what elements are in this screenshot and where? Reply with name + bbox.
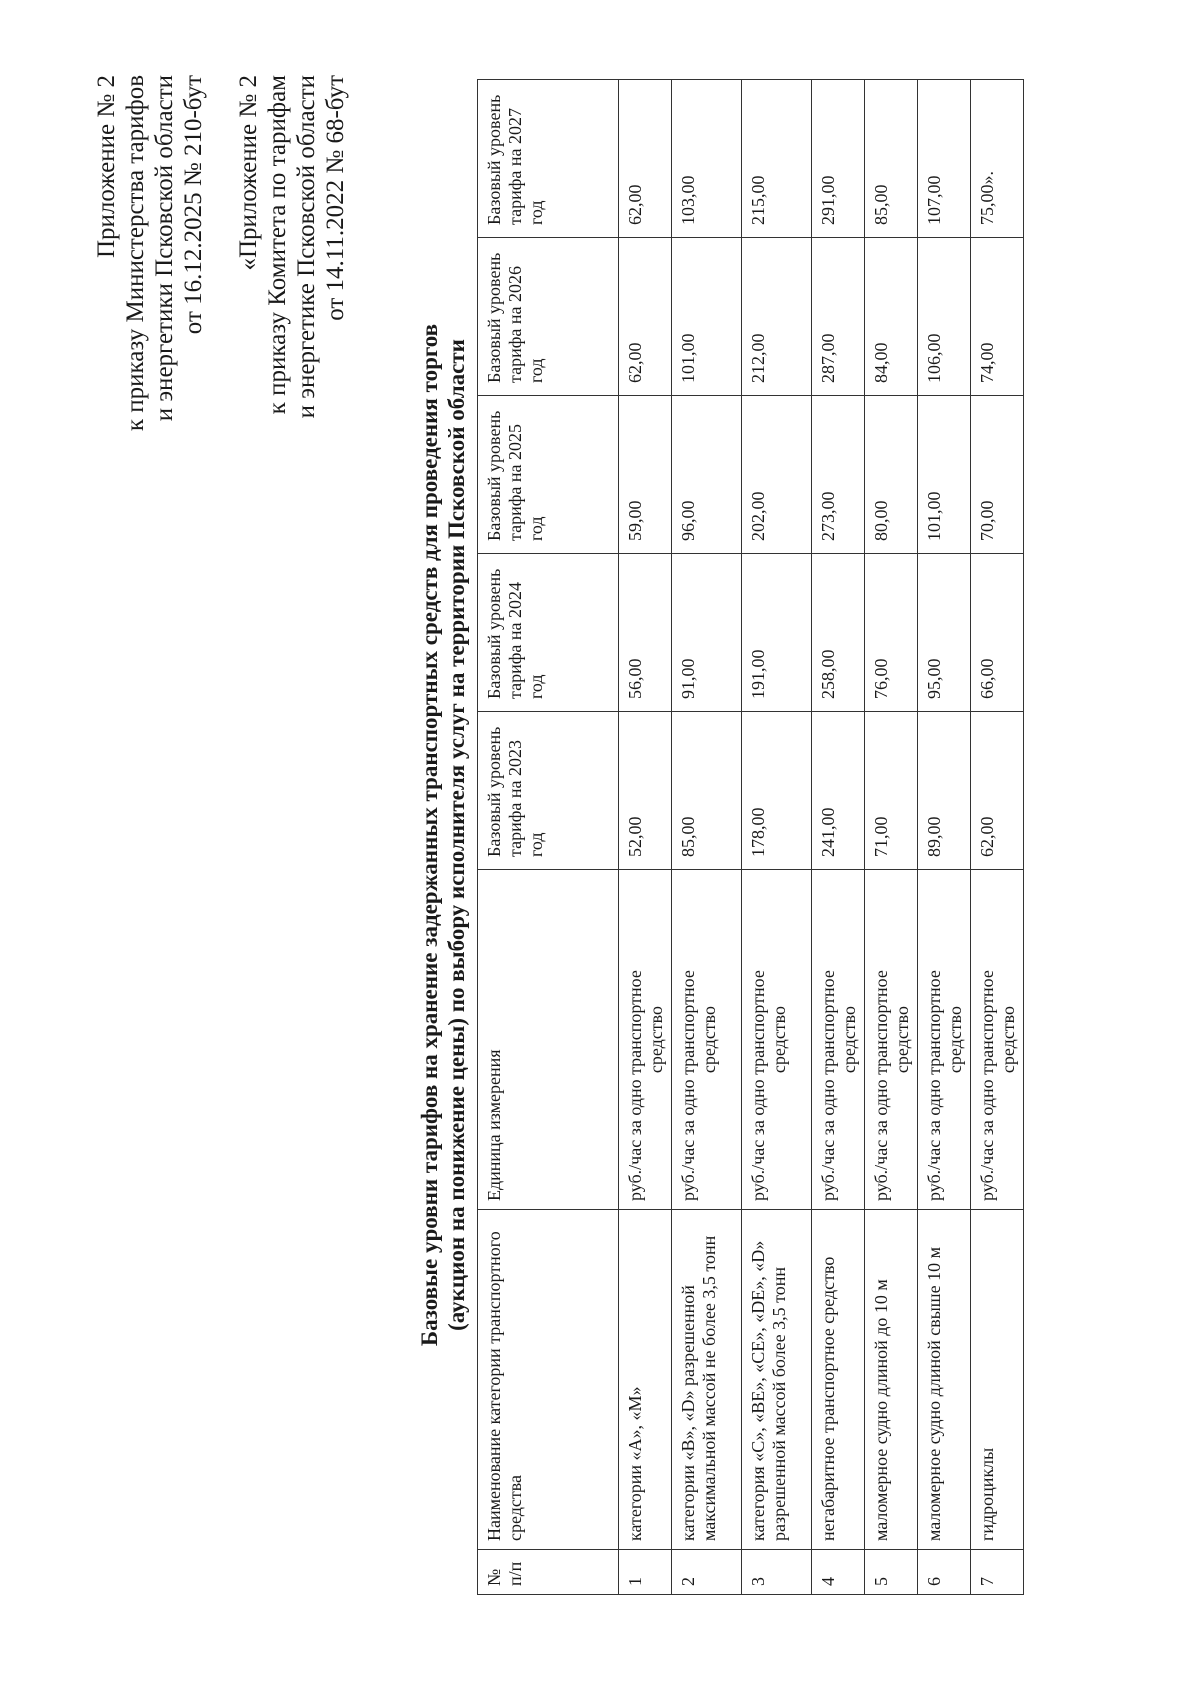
row-tariff-2026: 212,00 [742,238,812,396]
tariff-table [477,79,1024,1595]
table-row [672,80,742,1595]
appendix-line: и энергетике Псковской области [293,75,320,419]
row-tariff-2027: 291,00 [812,80,865,238]
row-tariff-2026: 62,00 [619,238,672,396]
appendix-line: к приказу Комитета по тарифам [264,75,291,415]
row-unit [672,870,742,1210]
appendix-line: Приложение № 2 [93,75,120,259]
row-category: категории «В», «D» разрешенной максимальной массой не более 3,5 тонн [672,1210,742,1550]
row-tariff-2025: 101,00 [918,396,971,554]
table-row [812,80,865,1595]
unit-line: средство [839,1005,859,1074]
unit-line: руб./час за одно транспортное [871,970,891,1201]
unit-line: средство [892,1005,912,1074]
row-tariff-2024: 76,00 [865,554,918,712]
row-tariff-2026: 84,00 [865,238,918,396]
row-tariff-2027: 215,00 [742,80,812,238]
col-header-name: Наименование категории транспортного средства [478,1210,619,1550]
appendix-line: к приказу Министерства тарифов [122,75,149,432]
row-tariff-2025: 70,00 [971,396,1024,554]
col-header-2023: Базовый уровень тарифа на 2023 год [478,712,619,870]
row-unit [918,870,971,1210]
row-tariff-2025: 202,00 [742,396,812,554]
col-header-2027: Базовый уровень тарифа на 2027 год [478,80,619,238]
row-tariff-2023: 52,00 [619,712,672,870]
appendix-line: от 16.12.2025 № 210-бут [180,75,207,335]
row-tariff-2027: 85,00 [865,80,918,238]
unit-line: средство [945,1005,965,1074]
appendix-line: и энергетики Псковской области [151,75,178,422]
row-num: 2 [672,1550,742,1595]
row-tariff-2023: 71,00 [865,712,918,870]
col-header-2024: Базовый уровень тарифа на 2024 год [478,554,619,712]
row-tariff-2025: 80,00 [865,396,918,554]
row-unit [812,870,865,1210]
row-tariff-2027: 103,00 [672,80,742,238]
row-tariff-2024: 258,00 [812,554,865,712]
row-tariff-2025: 59,00 [619,396,672,554]
row-tariff-2024: 91,00 [672,554,742,712]
document-page [92,35,1172,1635]
table-row [971,80,1024,1595]
table-row [918,80,971,1595]
row-tariff-2023: 241,00 [812,712,865,870]
row-num: 4 [812,1550,865,1595]
row-tariff-2025: 96,00 [672,396,742,554]
title-line: (аукцион на понижение цены) по выбору исполнителя услуг на территории Псковской области [444,339,469,1331]
row-tariff-2025: 273,00 [812,396,865,554]
row-category: гидроциклы [971,1210,1024,1550]
row-num: 5 [865,1550,918,1595]
col-header-unit: Единица измерения [478,870,619,1210]
row-category: маломерное судно длиной свыше 10 м [918,1210,971,1550]
title-line: Базовые уровни тарифов на хранение задержанных транспортных средств для проведения торгов [417,323,442,1347]
row-tariff-2023: 89,00 [918,712,971,870]
row-tariff-2024: 191,00 [742,554,812,712]
table-row [742,80,812,1595]
row-num: 1 [619,1550,672,1595]
col-header-2026: Базовый уровень тарифа на 2026 год [478,238,619,396]
row-tariff-2026: 74,00 [971,238,1024,396]
row-tariff-2024: 95,00 [918,554,971,712]
unit-line: руб./час за одно транспортное [818,970,838,1201]
appendix-header-current [92,75,208,431]
row-category: маломерное судно длиной до 10 м [865,1210,918,1550]
col-header-num: № п/п [478,1550,619,1595]
unit-line: средство [646,1005,666,1074]
row-category: негабаритное транспортное средство [812,1210,865,1550]
unit-line: средство [769,1005,789,1074]
appendix-header-previous [234,75,350,418]
unit-line: руб./час за одно транспортное [924,970,944,1201]
row-tariff-2027: 107,00 [918,80,971,238]
row-tariff-2027: 75,00». [971,80,1024,238]
row-tariff-2023: 85,00 [672,712,742,870]
unit-line: руб./час за одно транспортное [748,970,768,1201]
row-unit [619,870,672,1210]
row-num: 6 [918,1550,971,1595]
col-header-2025: Базовый уровень тарифа на 2025 год [478,396,619,554]
row-tariff-2023: 178,00 [742,712,812,870]
table-row [865,80,918,1595]
unit-line: средство [699,1005,719,1074]
document-title [416,35,470,1635]
table-row [619,80,672,1595]
row-tariff-2027: 62,00 [619,80,672,238]
row-num: 7 [971,1550,1024,1595]
table-header-row [478,80,619,1595]
row-category: категория «С», «ВЕ», «СЕ», «DE», «D» разрешенной массой более 3,5 тонн [742,1210,812,1550]
row-tariff-2026: 101,00 [672,238,742,396]
row-unit [971,870,1024,1210]
row-tariff-2026: 106,00 [918,238,971,396]
row-unit [742,870,812,1210]
appendix-line: «Приложение № 2 [235,75,262,271]
unit-line: руб./час за одно транспортное [625,970,645,1201]
row-category: категории «А», «М» [619,1210,672,1550]
unit-line: руб./час за одно транспортное [977,970,997,1201]
row-tariff-2024: 56,00 [619,554,672,712]
appendix-line: от 14.11.2022 № 68-бут [322,75,349,321]
row-tariff-2026: 287,00 [812,238,865,396]
unit-line: руб./час за одно транспортное [678,970,698,1201]
row-tariff-2024: 66,00 [971,554,1024,712]
row-num: 3 [742,1550,812,1595]
row-tariff-2023: 62,00 [971,712,1024,870]
unit-line: средство [998,1005,1018,1074]
row-unit [865,870,918,1210]
